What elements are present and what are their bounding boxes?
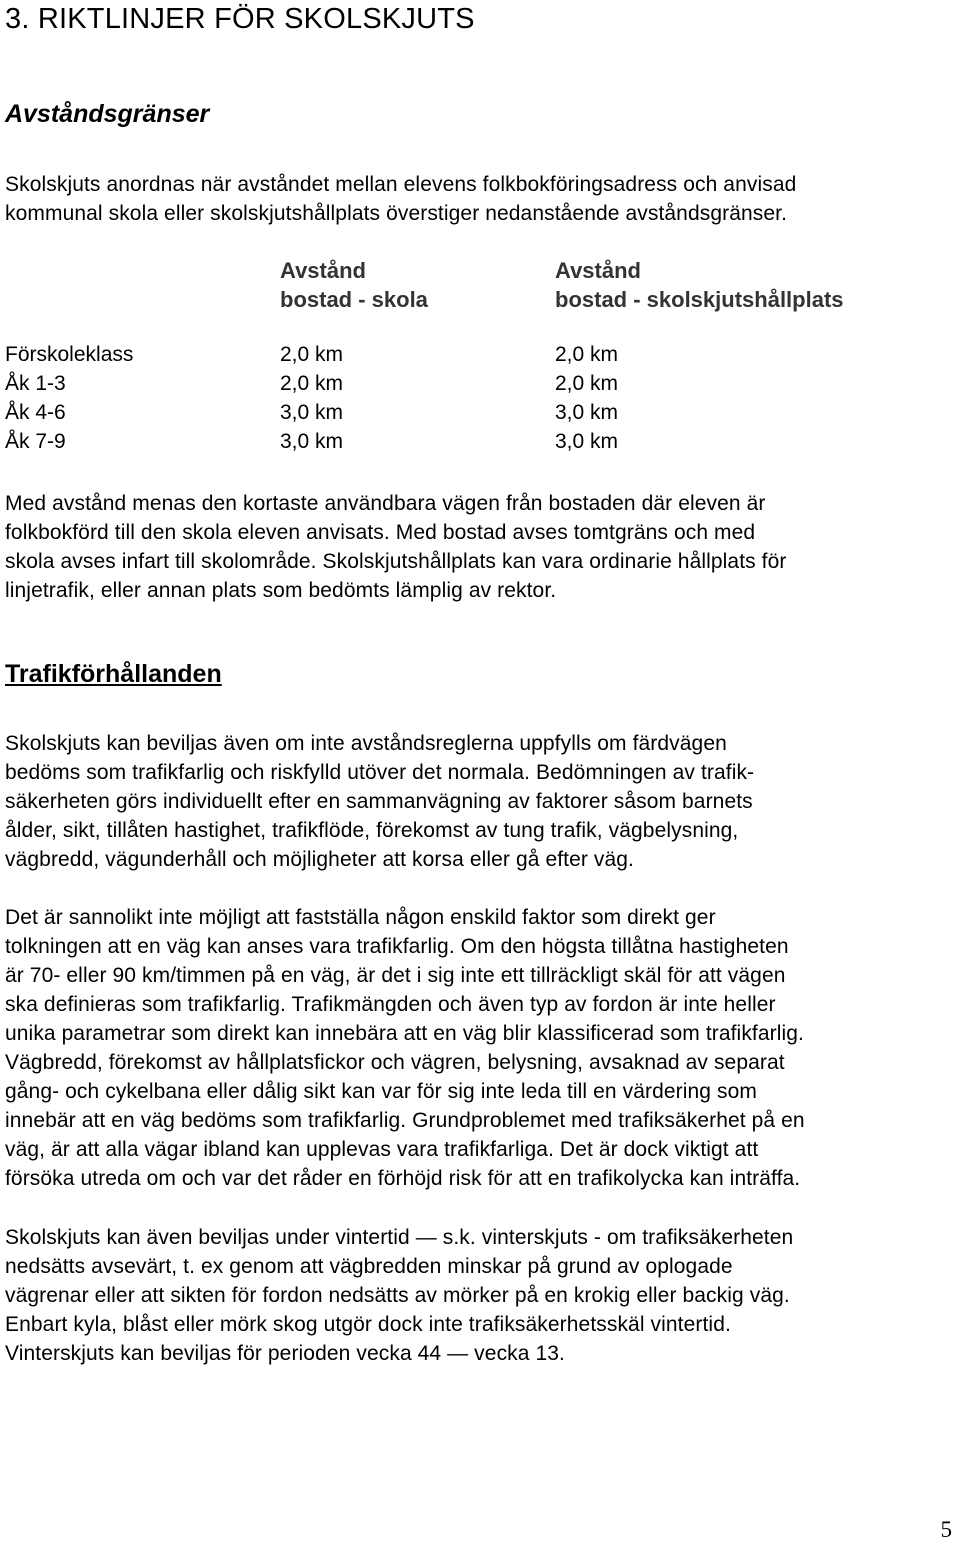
text-line: Det är sannolikt inte möjligt att fastställa någon enskild faktor som direkt ger [5, 906, 716, 929]
text-line: kommunal skola eller skolskjutshållplats överstiger nedanstående avståndsgränser. [5, 202, 788, 225]
grade-cell: Åk 4-6 [5, 401, 66, 424]
text-line: Skolskjuts kan även beviljas under vintertid — s.k. vinterskjuts - om trafiksäkerheten [5, 1226, 794, 1249]
distance-stop-cell: 3,0 km [555, 430, 619, 453]
header-line: bostad - skola [280, 287, 428, 312]
document-title: 3. RIKTLINJER FÖR SKOLSKJUTS [5, 3, 475, 35]
text-line: vägbredd, vägunderhåll och möjligheter att korsa eller gå efter väg. [5, 848, 634, 871]
distance-stop-cell: 2,0 km [555, 343, 619, 366]
table-header-home-school [280, 256, 428, 314]
header-line: Avstånd [555, 258, 641, 283]
distance-stop-cell: 3,0 km [555, 401, 619, 424]
text-line: Skolskjuts kan beviljas även om inte avståndsreglerna uppfylls om färdvägen [5, 732, 727, 755]
text-line: säkerheten görs individuellt efter en sammanvägning av faktorer såsom barnets [5, 790, 753, 813]
text-line: ska definieras som trafikfarlig. Trafikmängden och även typ av fordon är inte heller [5, 993, 776, 1016]
page-number: 5 [940, 1517, 952, 1542]
header-line: bostad - skolskjutshållplats [555, 287, 844, 312]
distance-stop-cell: 2,0 km [555, 372, 619, 395]
table-row [0, 372, 960, 401]
text-line: unika parametrar som direkt kan innebära att en väg blir klassificerad som trafikfarlig. [5, 1022, 804, 1045]
traffic-paragraph-3 [5, 1223, 960, 1368]
text-line: linjetrafik, eller annan plats som bedömts lämplig av rektor. [5, 579, 557, 602]
grade-cell: Åk 7-9 [5, 430, 66, 453]
table-row [0, 401, 960, 430]
distance-school-cell: 2,0 km [280, 343, 344, 366]
table-row [0, 343, 960, 372]
text-line: Med avstånd menas den kortaste användbara vägen från bostaden där eleven är [5, 492, 766, 515]
text-line: är 70- eller 90 km/timmen på en väg, är det i sig inte ett tillräckligt skäl för att vägen [5, 964, 786, 987]
section-heading-distance: Avståndsgränser [5, 100, 210, 128]
text-line: väg, är att alla vägar ibland kan upplevas vara trafikfarliga. Det är dock viktigt att [5, 1138, 759, 1161]
section-heading-traffic: Trafikförhållanden [5, 660, 222, 688]
grade-cell: Åk 1-3 [5, 372, 66, 395]
text-line: ålder, sikt, tillåten hastighet, trafikflöde, förekomst av tung trafik, vägbelysning, [5, 819, 739, 842]
table-row [0, 430, 960, 459]
grade-cell: Förskoleklass [5, 343, 134, 366]
text-line: Vägbredd, förekomst av hållplatsfickor och vägren, belysning, avsaknad av separat [5, 1051, 785, 1074]
text-line: gång- och cykelbana eller dålig sikt kan var för sig inte leda till en värdering som [5, 1080, 757, 1103]
distance-note-paragraph [5, 489, 960, 605]
text-line: Enbart kyla, blåst eller mörk skog utgör dock inte trafiksäkerhetsskäl vintertid. [5, 1313, 731, 1336]
table-header-home-stop [555, 256, 844, 314]
header-line: Avstånd [280, 258, 366, 283]
text-line: nedsätts avsevärt, t. ex genom att vägbredden minskar på grund av oplogade [5, 1255, 733, 1278]
text-line: vägrenar eller att sikten för fordon nedsätts av mörker på en krokig eller backig väg. [5, 1284, 790, 1307]
traffic-paragraph-1 [5, 729, 960, 874]
text-line: Vinterskjuts kan beviljas för perioden vecka 44 — vecka 13. [5, 1342, 565, 1365]
distance-school-cell: 3,0 km [280, 430, 344, 453]
distance-intro-paragraph [5, 170, 960, 228]
distance-school-cell: 2,0 km [280, 372, 344, 395]
text-line: Skolskjuts anordnas när avståndet mellan elevens folkbokföringsadress och anvisad [5, 173, 797, 196]
traffic-paragraph-2 [5, 903, 960, 1193]
text-line: bedöms som trafikfarlig och riskfylld utöver det normala. Bedömningen av trafik- [5, 761, 755, 784]
text-line: tolkningen att en väg kan anses vara trafikfarlig. Om den högsta tillåtna hastigheten [5, 935, 789, 958]
text-line: innebär att en väg bedöms som trafikfarlig. Grundproblemet med trafiksäkerhet på en [5, 1109, 805, 1132]
text-line: folkbokförd till den skola eleven anvisats. Med bostad avses tomtgräns och med [5, 521, 756, 544]
distance-school-cell: 3,0 km [280, 401, 344, 424]
text-line: skola avses infart till skolområde. Skolskjutshållplats kan vara ordinarie hållplats för [5, 550, 787, 573]
text-line: försöka utreda om och var det råder en förhöjd risk för att en trafikolycka kan inträffa. [5, 1167, 801, 1190]
